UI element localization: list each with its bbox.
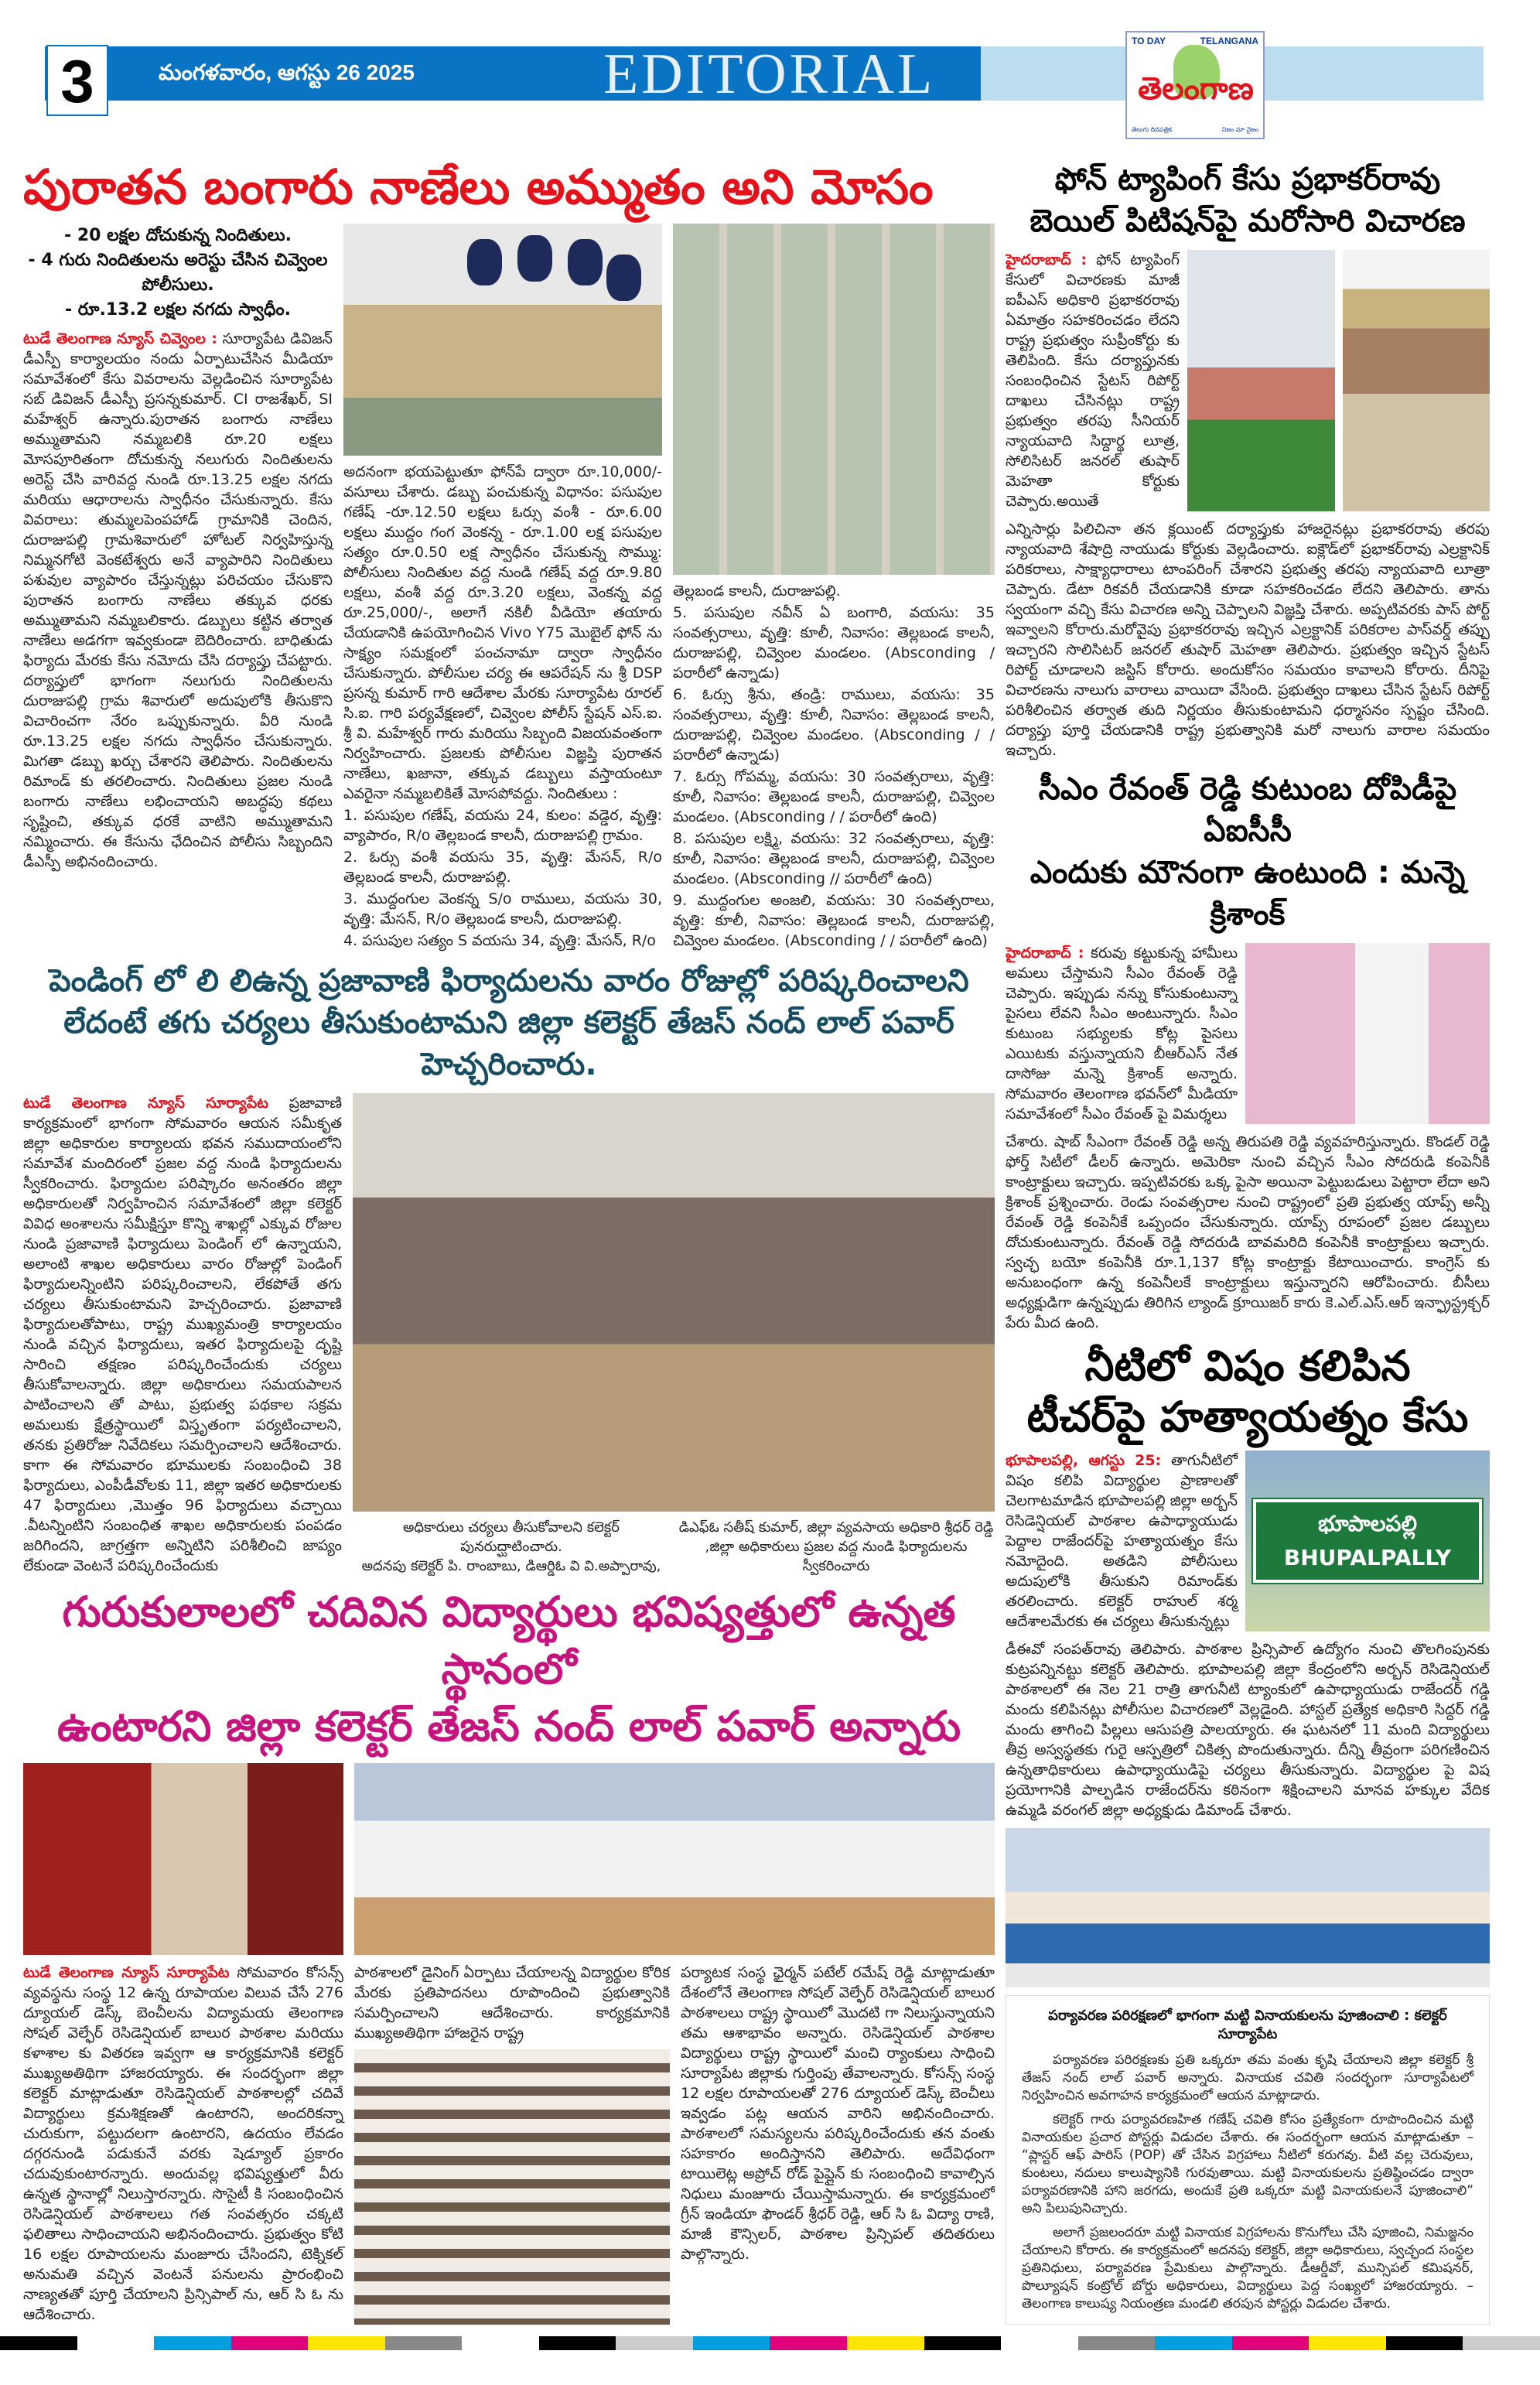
- headline-line: సీఎం రేవంత్ రెడ్డి కుటుంబ దోపిడీపై ఏఐసీసీ: [1038, 771, 1457, 849]
- article-text: సూర్యాపేట డివిజన్ డీఎస్పీ కార్యాలయం నందు ఏర్పాటుచేసిన మీడియా సమావేశంలో కేసు వివరాలను వెల్లడించిన సూర్యాపేట సబ్ డివిజన్ డీఎస్పీ ప్రసన్నకుమార్. CI రాజశేఖర్, SI మహేశ్వర్ ఉన్నారు.పురాతన బంగారు నాణేలు అమ్ముతామని నమ్మబలికి రూ.20 లక్షలు మోసపూరితంగా దోచుకున్న నలుగురు నిందితులను అరెస్ట్ చేసి వారివద్ద నుండి రూ.13.25 లక్షల నగదు మరియు ఆధారాలను స్వాధీనం చేసుకున్నారు. కేసు వివరాలు: తుమ్మలపెంపహాడ్ గ్రామానికి చెందిన, దురాజుపల్లి గ్రామశివారులో హోటల్ నిర్వహిస్తున్న నిమ్మనగోటి వెంకటేశ్వరు అనే వ్యాపారిని నిందితులు పశువుల వ్యాపారం చేస్తున్నట్లు పరిచయం చేసుకొని పురాతన బంగారు నాణేలు తక్కువ ధరకు అమ్ముతామని నమ్మబలికారు. డబ్బులు కట్టిన తర్వాత నాణేలు అడగగా ఇవ్వకుండా బెదిరించారు. బాధితుడు ఫిర్యాదు మేరకు కేసు నమోదు చేసి దర్యాప్తు చేపట్టారు. దర్యాప్తులో భాగంగా నలుగురు నిందితులను దురాజుపల్లి గ్రామ శివారులో అదుపులోకి తీసుకొని విచారించగా నేరం ఒప్పుకున్నారు. వీరి నుండి రూ.13.25 లక్షల నగదు స్వాధీనం చేసుకున్నారు. మిగతా డబ్బు ఖర్చు చేశారని తెలిపారు. నిందితులను రిమాండ్ కు తరలించారు. నిందితులు ప్రజల నుండి బంగారు నాణేలు లభించాయని అబద్ధపు కథలు సృష్టించి, తక్కువ ధరకే వాటిని అమ్ముతామని నమ్మించారు. ఈ కేసును ఛేదించిన పోలీసు సిబ్బందిని డీఎస్పీ అభినందించారు.: [23, 330, 333, 870]
- story7-paragraph: కలెక్టర్ గారు పర్యావరణహిత గణేష్ చవితి కోసం ప్రత్యేకంగా రూపొందించిన మట్టి వినాయకుల ప్రచార పోస్టర్లు విడుదల చేశారు. ఈ సందర్భంగా ఆయన మాట్లాడుతూ – “ప్లాస్టర్ ఆఫ్ పారిస్ (POP) తో చేసిన విగ్రహాలు నీటిలో కరుగవు. వీటి వల్ల చెరువులు, కుంటలు, నదులు కాలుష్యానికి గురవుతాయి. మట్టి వినాయకులను ప్రతిష్ఠించడం ద్వారా పర్యావరణానికి హాని జరగదు, అందుకే ప్రతి ఒక్కరూ మట్టి వినాయకులనే పూజించాలి” అని పిలుపునిచ్చారు.: [1022, 2112, 1473, 2216]
- story4-headline: [1006, 1341, 1490, 1443]
- story1-column-3-text: [673, 581, 995, 952]
- logo-tagline-left: తెలుగు దినపత్రిక: [1132, 126, 1173, 133]
- ganesh-poster-release-photo: [1006, 1828, 1490, 1987]
- headline-line: టీచర్‌పై హత్యాయత్నం కేసు: [1026, 1392, 1469, 1441]
- story7-box: [1006, 1995, 1490, 2325]
- headline-line: లేదంటే తగు చర్యలు తీసుకుంటామని జిల్లా కలెక్టర్ తేజస్ నంద్ లాల్ పవార్ హెచ్చరించారు.: [63, 1005, 954, 1082]
- color-registration-bar: [0, 2336, 1540, 2350]
- story6-columns: [23, 1963, 995, 2325]
- headline-line: గురుకులాలలో చదివిన విద్యార్థులు భవిష్యత్తులో ఉన్నత స్థానంలో: [62, 1587, 956, 1693]
- story4-body: డీఈవో సంపత్‌రావు తెలిపారు. పాఠశాల ప్రిన్సిపాల్ ఉద్యోగం నుంచి తొలగింపునకు కుట్రపన్నినట్టు కలెక్టర్ తెలిపారు. భూపాలపల్లి జిల్లా కేంద్రంలోని అర్బన్ రెసిడెన్షియల్ పాఠశాలలో ఈ నెల 21 రాత్రి తాగునీటి ట్యాంకులో ఉపాధ్యాయుడు రాజేందర్ గడ్డి మందు కలిపినట్లు పోలీసుల విచారణలో వెల్లడైంది. హాస్టల్ ప్రత్యేక అధికారి సిద్దర్ గడ్డి మందు తాగించి పిల్లలు ఆసుపత్రి పాలయ్యారు. ఈ ఘటనలో 11 మంది విద్యార్థులు తీవ్ర అస్వస్థతకు గురై ఆస్పత్రిలో చికిత్స పొందుతున్నారు. దీన్ని తీవ్రంగా పరిగణించిన ఉన్నతాధికారులు ఉపాధ్యాయుడిపై చర్యలు తీసుకున్నారు. విద్యార్థుల పై విష ప్రయోగానికి పాల్పడిన రాజేందర్‌ను కఠినంగా శిక్షించాలని మానవ హక్కుల వేదిక ఉమ్మడి వరంగల్ జిల్లా అధ్యక్షుడు డిమాండ్ చేశారు.: [1006, 1641, 1490, 1819]
- dateline: టుడే తెలంగాణ న్యూస్ సూర్యాపేట: [23, 1095, 268, 1112]
- story5-body: [23, 1093, 342, 1576]
- story1-column-1-text: [23, 329, 333, 872]
- accused-item: 7. ఓర్సు గోపమ్మ, వయసు: 30 సంవత్సరాలు, వృత్తి: కూలీ, నివాసం: తెల్లబండ కాలనీ, దురాజుపల్లి, చివ్వెంల మండలం. (Absconding / / పరారీలో ఉంది): [673, 768, 995, 825]
- story3-body: చేశారు. షాబ్ సీఎంగా రేవంత్ రెడ్డి అన్న తిరుపతి రెడ్డి వ్యవహరిస్తున్నారు. కొండల్ రెడ్డి ఫోర్త్ సిటీలో డీలర్ ఉన్నారు. అమెరికా నుంచి వచ్చిన సీఎం సోదరుడి కంపెనీకి కాంట్రాక్టులు ఇచ్చారు. ఇప్పటివరకు ఒక్క పైసా అయినా పెట్టుబడులు పెట్టారా లేదా అని క్రిశాంక్ ప్రశ్నించారు. రెండు సంవత్సరాల నుంచి రాష్ట్రంలో ప్రతి ప్రభుత్వ యాప్స్ అన్నీ రేవంత్ రెడ్డి కంపెనీకే ఒప్పందం చేసుకున్నారు. యాప్స్ రూపంలో ప్రజల డబ్బులు దోచుకుంటున్నారు. రేవంత్ రెడ్డి సోదరుడి బావమరిది కంపెనీకి కాంట్రాక్టులు ఇచ్చారు. స్వచ్ఛ బయో కంపెనీకి రూ.1,137 కోట్ల కాంట్రాక్టు కేటాయించారు. కాంగ్రెస్ కు అనుబంధంగా ఉన్న కంపెనీలకే కాంట్రాక్టులు ఇస్తున్నారని ఆరోపించారు. బీసీలు అధ్యక్షుడిగా ఉన్నప్పుడు తిరిగిన ల్యాండ్ క్రూయిజర్ కారు కె.ఎల్.ఎస్.ఆర్ ఇన్ఫ్రాస్ట్రక్చర్ పేరు మీద ఉంది.: [1006, 1133, 1490, 1331]
- story7-paragraph: అలాగే ప్రజలందరూ మట్టి వినాయక విగ్రహాలను కొనుగోలు చేసి పూజించి, నిమజ్జనం చేయాలని కోరారు. ఈ కార్యక్రమంలో అదనపు కలెక్టర్, జిల్లా అధికారులు, స్వచ్ఛంద సంస్థల ప్రతినిధులు, పర్యావరణ ప్రేమికులు పాల్గొన్నారు. డీఆర్డీవో, మున్సిపల్ కమిషనర్, పొల్యూషన్ కంట్రోల్ బోర్డు అధికారులు, విద్యార్థులు పెద్ద సంఖ్యలో హాజరయ్యారు. – తెలంగాణ కాలుష్య నియంత్రణ మండలి తరపున పోస్టర్లు విడుదల చేశారు.: [1022, 2225, 1473, 2312]
- story6-column-2: [354, 1963, 670, 2325]
- bullet: - 20 లక్షల దోచుకున్న నిందితులు.: [64, 226, 292, 245]
- accused-item: 5. పసుపుల నవీన్ ఏ బంగారి, వయసు: 35 సంవత్సరాలు, వృత్తి: కూలీ, నివాసం: తెల్లబండ కాలనీ, దురాజుపల్లి, చివ్వెంల మండలం. (Absconding / పరారీలో ఉన్నాడు): [673, 604, 995, 682]
- story2-body: ఎన్నిసార్లు పిలిచినా తన క్లయింట్ దర్యాప్తుకు హాజరైనట్లు ప్రభాకరరావు తరపు న్యాయవాది శేషాద్రి నాయుడు కోర్టుకు వెల్లడించారు. ఐక్లౌడ్‌లో ప్రభాకర్‌రావు ఎల్రక్టానిక్ పరికరాలు, సాక్ష్యాధారాలు టాంపరింగ్ చేశారని ప్రభుత్వ తరపు న్యాయవాది లూత్రా చెప్పారు. డేటా రికవరీ చేయడానికి కూడా సహకరించడం లేదని తెలిపారు. తాను స్వయంగా వచ్చి కేసు విచారణ అన్ని చెప్పాలని విజ్ఞప్తి చేశారు. అప్పటివరకు పాస్ పోర్ట్ ఇవ్వాలని కోరారు.మరోవైపు ప్రభాకరరావు ఇచ్చిన ఎల్రక్టానిక్ పరికరాల పాస్‌వర్డ్ తప్పు ఇచ్చారని సొలిసిటర్ జనరల్ తుషార్ మెహతా తెలిపారు. ప్రభుత్వం ఇచ్చిన స్టేటస్ రిపోర్ట్ చూడాలని జస్టిస్ కోరారు. అందుకోసం సమయం కావాలని కోరారు. దీనిపై విచారణను నాలుగు వారాలు వాయిదా వేసింది. ప్రభుత్వం దాఖలు చేసిన స్టేటస్ రిపోర్ట్ పరిశీలించిన తర్వాత తుది నిర్ణయం తీసుకుంటామని ధర్మాసనం స్పష్టం చేసింది. దర్యాప్తు పూర్తి చేయడానికి రాష్ట్ర ప్రభుత్వానికి మరో నాలుగు వారాల సమయం ఇచ్చారు.: [1006, 521, 1490, 759]
- story7-paragraph: పర్యావరణ పరిరక్షణకు ప్రతి ఒక్కరూ తమ వంతు కృషి చేయాలని జిల్లా కలెక్టర్ శ్రీ తేజస్ నంద్ లాల్ పవార్ అన్నారు. వినాయక చవితి సందర్భంగా సూర్యాపేటలో నిర్వహించిన అవగాహన కార్యక్రమంలో ఆయన మాట్లాడారు.: [1022, 2052, 1473, 2103]
- caption-line: డిఎఫ్ఓ సతీష్ కుమార్, జిల్లా వ్యవసాయ అధికారి శ్రీధర్ రెడ్డి: [678, 1519, 994, 1536]
- article-text: ఫోన్ ట్యాపింగ్ కేసులో విచారణకు మాజీ ఐపీఎస్ అధికారి ప్రభాకరరావు ఏమాత్రం సహకరించడం లేదని రాష్ట్ర ప్రభుత్వం సుప్రీంకోర్టు కు తెలిపింది. కేసు దర్యాప్తునకు సంబంధించిన స్టేటస్ రిపోర్ట్ దాఖలు చేసినట్లు రాష్ట్ర ప్రభుత్వం తరపు సీనియర్ న్యాయవాది సిద్దార్థ లూత్ర, సోలిసిటర్ జనరల్ తుషార్ మెహతా కోర్టుకు చెప్పారు.అయితే: [1006, 251, 1180, 510]
- story1-column-1: [23, 224, 333, 952]
- article-text: అదనంగా భయపెట్టుతూ ఫోన్‌పే ద్వారా రూ.10,000/- వసూలు చేశారు. డబ్బు పంచుకున్న విధానం: పసుపుల గణేష్ -రూ.12.50 లక్షలు ఓర్సు వంశీ - రూ.6.00 లక్షలు ముద్దం గంగ వెంకన్న - రూ.1.00 లక్ష పసుపుల సత్యం రూ.0.50 లక్ష స్వాధీనం చేసుకున్న సొమ్ము: పోలీసులు నిందితుల వద్ద నుండి గణేష్ వద్ద రూ.9.80 లక్షలు, వంశీ వద్ద రూ.3.20 లక్షలు, వెంకన్న వద్ద రూ.25,000/-, అలాగే నకిలీ వీడియో తయారు చేయడానికి ఉపయోగించిన Vivo Y75 మొబైల్ ఫోన్ ను సాక్ష్యం సమక్షంలో పంచనామా ద్వారా స్వాధీనం చేసుకున్నారు. పోలీసుల చర్య ఈ ఆపరేషన్ ను శ్రీ DSP ప్రసన్న కుమార్ గారి ఆదేశాల మేరకు సూర్యాపేట రూరల్ సి.ఐ. గారి పర్యవేక్షణలో, చివ్వెంల పోలీస్ స్టేషన్ ఎస్.ఐ. శ్రీ వి. మహేశ్వర్ గారు మరియు సిబ్బంది విజయవంతంగా నిర్వహించారు. ప్రజలకు పోలీసుల విజ్ఞప్తి పురాతన నాణేలు, ఖజానా, తక్కువ డబ్బులు వస్తాయంటూ ఎవరైనా నమ్మబలికితే మోసపోవద్దు. నిందితులు :: [343, 463, 662, 802]
- seized-cash-photo: [673, 224, 995, 575]
- story4-lead: [1006, 1450, 1238, 1632]
- sign-english: BHUPALPALLY: [1283, 1545, 1452, 1570]
- headline-line: నీటిలో విషం కలిపిన: [1084, 1341, 1411, 1390]
- story6-column-2-text: పాఠశాలలో డైనింగ్ ఏర్పాటు చేయాలన్న విద్యార్థుల కోరిక మేరకు ప్రతిపాదనలు రూపొందించి ప్రభుత్వానికి సమర్పించాలని ఆదేశించారు. కార్యక్రమానికి ముఖ్యఅతిథిగా హాజరైన రాష్ట్ర: [354, 1964, 670, 2042]
- caption-line: అధికారులు చర్యలు తీసుకోవాలని కలెక్టర్ పునరుద్ఘాటించారు.: [403, 1519, 620, 1555]
- page-number: 3: [46, 45, 108, 116]
- story1-column-2-text: [343, 462, 662, 952]
- lamp-lighting-photo: [354, 1763, 995, 1955]
- newspaper-logo: [1125, 31, 1265, 139]
- collector-speech-photo: [23, 1763, 343, 1955]
- headline-line: ఎందుకు మౌనంగా ఉంటుంది : మన్నె క్రిశాంక్: [1030, 855, 1466, 932]
- accused-item: 9. ముద్దంగుల అంజలి, వయసు: 30 సంవత్సరాలు, వృత్తి: కూలీ, నివాసం: తెల్లబండ కాలనీ, దురాజుపల్లి, చివ్వెంల మండలం. (Absconding / / పరారీలో ఉంది): [673, 892, 995, 949]
- story6-column-3: పర్యాటక సంస్థ ఛైర్మన్ పటేల్ రమేష్ రెడ్డి మాట్లాడుతూ దేశంలోనే తెలంగాణ సోషల్ వెల్ఫేర్ రెసిడెన్షియల్ బాలుర పాఠశాలలు రాష్ట్ర స్థాయిలో మొదటి గా నిలుస్తున్నాయని తమ ఆశాభావం అన్నారు. రెసిడెన్షియల్ పాఠశాల విద్యార్థులు రాష్ట్ర స్థాయిలో మంచి ర్యాంకులు సాధించి సూర్యాపేట జిల్లాకు గుర్తింపు తేవాలన్నారు. కోసన్స్ సంస్థ 12 లక్షల రూపాయలతో 276 ద్యూయల్ డెస్క్ బెంచీలు ఇవ్వడం పట్ల ఆయన వారిని అభినందించారు. పాఠశాలలో సమస్యలను పరిష్కరించేందుకు తన వంతు సహకారం అందిస్తానని తెలిపారు. అదేవిధంగా టాయిలెట్ల అప్రోచ్ రోడ్ పైప్లైన్ కు సంబంధించి కావాల్సిన నిధులు మంజూరు చేయిస్తామన్నారు. ఈ కార్యక్రమంలో గ్రీన్ ఇండియా ఫౌండర్ శ్రీధర్ రెడ్డి, ఆర్ సి ఓ విద్యా రాణి, మాజీ కౌన్సిలర్, పాఠశాల ప్రిన్సిపల్ తదితరులు పాల్గొన్నారు.: [681, 1964, 995, 2263]
- story1-bullets: [23, 224, 333, 323]
- logo-tagline-right: నిజం మా నైజం: [1221, 126, 1258, 133]
- dateline: భూపాలపల్లి, ఆగస్టు 25:: [1006, 1452, 1162, 1469]
- issue-date: మంగళవారం, ఆగస్టు 26 2025: [159, 60, 415, 84]
- accused-item: 1. పసుపుల గణేష్, వయసు 24, కులం: వడ్డెర, వృత్తి: వ్యాపారం, R/o తెల్లబండ కాలనీ, దురాజుపల్లి గ్రామం.: [343, 807, 662, 844]
- prabhakar-rao-photo: [1343, 250, 1490, 511]
- story3-lead: [1006, 943, 1238, 1124]
- headline-line: బెయిల్ పిటిషన్‌పై మరోసారి విచారణ: [1030, 203, 1466, 239]
- accused-item: 6. ఓర్సు శ్రీను, తండ్రి: రాములు, వయసు: 35 సంవత్సరాలు, వృత్తి: కూలీ, నివాసం: తెల్లబండ కాలనీ, దురాజుపల్లి, చివ్వెంల మండలం. (Absconding / / పరారీలో ఉన్నాడు): [673, 686, 995, 764]
- story6-headline: [23, 1584, 995, 1755]
- headline-line: ఉంటారని జిల్లా కలెక్టర్ తేజస్ నంద్ లాల్ పవార్ అన్నారు: [56, 1702, 961, 1751]
- prajavani-meeting-photo: [353, 1093, 995, 1512]
- left-region: [23, 159, 995, 2325]
- story4-lead-row: [1006, 1450, 1490, 1632]
- story3-lead-row: [1006, 943, 1490, 1124]
- story7-title: పర్యావరణ పరిరక్షణలో భాగంగా మట్టి వినాయకులను పూజించాలి : కలెక్టర్ సూర్యాపేట: [1048, 2007, 1447, 2042]
- story5-headline: [23, 960, 995, 1085]
- logo-telangana: TELANGANA: [1200, 36, 1258, 46]
- bullet: - రూ.13.2 లక్షల నగదు స్వాధీం.: [64, 300, 292, 319]
- story6-column-1: [23, 1963, 343, 2325]
- story3-headline: [1006, 768, 1490, 935]
- accused-item: తెల్లబండ కాలనీ, దురాజుపల్లి.: [673, 583, 841, 600]
- dateline: హైదరాబాద్ :: [1006, 945, 1084, 962]
- police-press-meet-photo: [343, 224, 662, 456]
- right-region: [1006, 159, 1490, 2325]
- dateline: టుడే తెలంగాణ న్యూస్ సూర్యాపేట: [23, 1964, 230, 1981]
- accused-item: 3. ముద్దంగుల వెంకన్న S/o రాములు, వయసు 30, వృత్తి: మేసన్, R/o తెల్లబండ కాలనీ, దురాజుపల్లి.: [343, 890, 662, 928]
- photo-captions: [353, 1518, 995, 1576]
- story1-column-2: [343, 224, 662, 952]
- article-text: తాగునీటిలో విషం కలిపి విద్యార్థుల ప్రాణాలతో చెలగాటమాడిన భూపాలపల్లి జిల్లా అర్బన్ రెసిడెన్షియల్ పాఠశాల ఉపాధ్యాయుడు పెద్దాల రాజేందర్‌పై హత్యాయత్నం కేసు నమోదైంది. అతడిని పోలీసులు అదుపులోకి తీసుకుని రిమాండ్‌కు తరలించారు. కలెక్టర్ రాహుల్ శర్మ ఆదేశాలమేరకు ఈ చర్యలు తీసుకున్నట్లు: [1006, 1452, 1238, 1630]
- headline-line: ఫోన్ ట్యాపింగ్ కేసు ప్రభాకర్‌రావు: [1054, 162, 1441, 197]
- caption-line: ,జిల్లా అధికారులు ప్రజల వద్ద నుండి ఫిర్యాదులను స్వీకరించారు: [705, 1539, 968, 1574]
- dateline: హైదరాబాద్ :: [1006, 251, 1087, 268]
- story2-lead-row: [1006, 250, 1490, 511]
- article-text: కరువు కట్టుకున్న హామీలు అమలు చేస్తామని సీఎం రేవంత్ రెడ్డి చెప్పారు. ఇప్పుడు నన్ను కోసుకుంటున్నా పైసలు లేవని సీఎం అంటున్నారు. సీఎం కుటుంబ సభ్యులకు కోట్ల పైసలు ఎయిటకు వస్తున్నాయని బీఆర్ఎస్ నేత దాసోజు మన్నె క్రిశాంక్ అన్నారు. సోమవారం తెలంగాణ భవన్‌లో మీడియా సమావేశంలో సీఎం రేవంత్ పై విమర్శలు: [1006, 945, 1238, 1122]
- article-text: సోమవారం కోసన్స్ వ్యవస్థను సంస్థ 12 ఉన్న రూపాయల విలువ చేసే 276 ద్యూయల్ డెస్క్ బెంచీలను విద్యామయ తెలంగాణ సోషల్ వెల్ఫేర్ రెసిడెన్షియల్ బాలుర పాఠశాల మరియు కళాశాల కు వితరణ ఇవ్వగా ఆ కార్యక్రమానికి కలెక్టర్ ముఖ్యఅతిథిగా హాజరయ్యారు. ఈ సందర్భంగా జిల్లా కలెక్టర్ మాట్లాడుతూ రెసిడెన్షియల్ పాఠశాలల్లో చదివే విద్యార్థులు క్రమశిక్షణతో ఉంటారని, అందరికన్నా చురుకుగా, పట్టుదలగా ఉంటారని, ఉదయం లేవడం దగ్గరనుండి పడుకునే వరకు షెడ్యూల్ ప్రకారం చదువుకుంటారన్నారు. అందువల్ల భవిష్యత్తులో వీరు ఉన్నత స్థానాల్లో నిలుస్తారన్నారు. సొసైటీ కి సంబంధించిన రెసిడెన్షియల్ పాఠశాలలు గత సంవత్సరం చక్కటి ఫలితాలు సాధించాయని అభినందించారు. ప్రభుత్వం కోటి 16 లక్షల రూపాయలను మంజూరు చేసిందని, టెక్నికల్ అనుమతి వచ్చిన వెంటనే పనులను ప్రారంభించి నాణ్యతతో పూర్తి చేయాలని ప్రిన్సిపాల్ ను, ఆర్ సి ఓ ను ఆదేశించారు.: [23, 1964, 343, 2323]
- story1-columns: [23, 224, 995, 952]
- students-with-benches-photo: [354, 2049, 670, 2325]
- dateline: టుడే తెలంగాణ న్యూస్ చివ్వెంల :: [23, 330, 217, 347]
- supreme-court-photo: [1187, 250, 1335, 511]
- accused-item: 8. పసుపుల లక్ష్మి, వయసు: 32 సంవత్సరాలు, వృత్తి: కూలీ, నివాసం: తెల్లబండ కాలనీ, దురాజుపల్లి, చివ్వెంల మండలం. (Absconding // పరారీలో ఉంది): [673, 830, 995, 887]
- krishank-press-meet-photo: [1245, 943, 1490, 1124]
- story2-headline: [1006, 159, 1490, 242]
- article-text: ప్రజావాణి కార్యక్రమంలో భాగంగా సోమవారం ఆయన సమీకృత జిల్లా అధికారుల కార్యాలయ భవన సముదాయంలోని సమావేశ మందిరంలో ప్రజల వద్ద నుండి ఫిర్యాదులను స్వీకరించారు. ఫిర్యాదుల పరిష్కారం అనంతరం జిల్లా అధికారులతో నిర్వహించిన సమావేశంలో జిల్లా కలెక్టర్ వివిధ అంశాలను సమీక్షిస్తూ కొన్ని శాఖల్లో ఎక్కువ రోజుల నుండి ప్రజావాణి ఫిర్యాదులు పెండింగ్ లో ఉన్నాయని, అలాంటి శాఖల అధికారులు వారం రోజుల్లో పెండింగ్ ఫిర్యాదులన్నింటిని పరిష్కరించాలని, లేకపోతే తగు చర్యలు తీసుకుంటామని హెచ్చరించారు. ప్రజావాణి ఫిర్యాదులతోపాటు, రాష్ట్ర ముఖ్యమంత్రి కార్యాలయం నుండి వచ్చిన ఫిర్యాదులు, ఇతర ఫిర్యాదులపై దృష్టి సారించి తక్షణం పరిష్కరించేందుకు చర్యలు తీసుకోవాలన్నారు. జిల్లా అధికారులు సమయపాలన పాటించాలని తో పాటు, ప్రభుత్వ పథకాల సక్రమ అమలుకు క్షేత్రస్థాయిలో విస్తృతంగా పర్యటించాలని, తనకు ప్రతిరోజు నివేదికలు సమర్పించాలని ఆదేశించారు. కాగా ఈ సోమవారం భూములకు సంబంధించి 38 ఫిర్యాదులు, ఎంపీడీవోలకు 11, జిల్లా ఇతర అధికారులకు 47 ఫిర్యాదులు ,మొత్తం 96 ఫిర్యాదులు వచ్చాయి .వీటన్నింటిని సంబంధిత శాఖల అధికారులకు పంపడం జరిగిందని, జాగ్రత్తగా అన్నిటిని పరిశీలించి జాప్యం లేకుండా వెంటనే పరిష్కరించేందుకు: [23, 1095, 343, 1574]
- story5-media: [353, 1093, 995, 1576]
- bhupalpally-sign-photo: [1245, 1450, 1490, 1632]
- story2-lead: [1006, 250, 1180, 511]
- story5-row: [23, 1093, 995, 1576]
- story1-headline: పురాతన బంగారు నాణేలు అమ్ముతం అని మోసం: [23, 159, 934, 215]
- logo-today: TO DAY: [1132, 36, 1166, 46]
- bullet: - 4 గురు నిందితులను అరెస్టు చేసిన చివ్వెంల పోలీసులు.: [28, 251, 328, 295]
- bhupalpally-sign: [1253, 1499, 1482, 1583]
- photo-caption-right: [678, 1518, 995, 1576]
- accused-item: 2. ఓర్సు వంశీ వయసు 35, వృత్తి: మేసన్, R/o తెల్లబండ కాలనీ, దురాజుపల్లి.: [343, 849, 662, 886]
- story6-photos: [23, 1763, 995, 1955]
- section-title: EDITORIAL: [603, 43, 936, 106]
- story1-column-3: [673, 224, 995, 952]
- caption-line: అదనపు కలెక్టర్ పి. రాంబాబు, డిఆర్డిఓ వి వి.అప్పారావు,: [361, 1558, 661, 1574]
- logo-name: తెలంగాణ: [1138, 71, 1254, 107]
- sign-telugu: భూపాలపల్లి: [1318, 1511, 1417, 1536]
- photo-caption-left: [353, 1518, 670, 1576]
- accused-item: 4. పసుపుల సత్యం S వయసు 34, వృత్తి: మేసన్, R/o: [343, 932, 656, 949]
- headline-line: పెండింగ్ లో లి లిఉన్న ప్రజావాణి ఫిర్యాదులను వారం రోజుల్లో పరిష్కరించాలని: [49, 963, 969, 999]
